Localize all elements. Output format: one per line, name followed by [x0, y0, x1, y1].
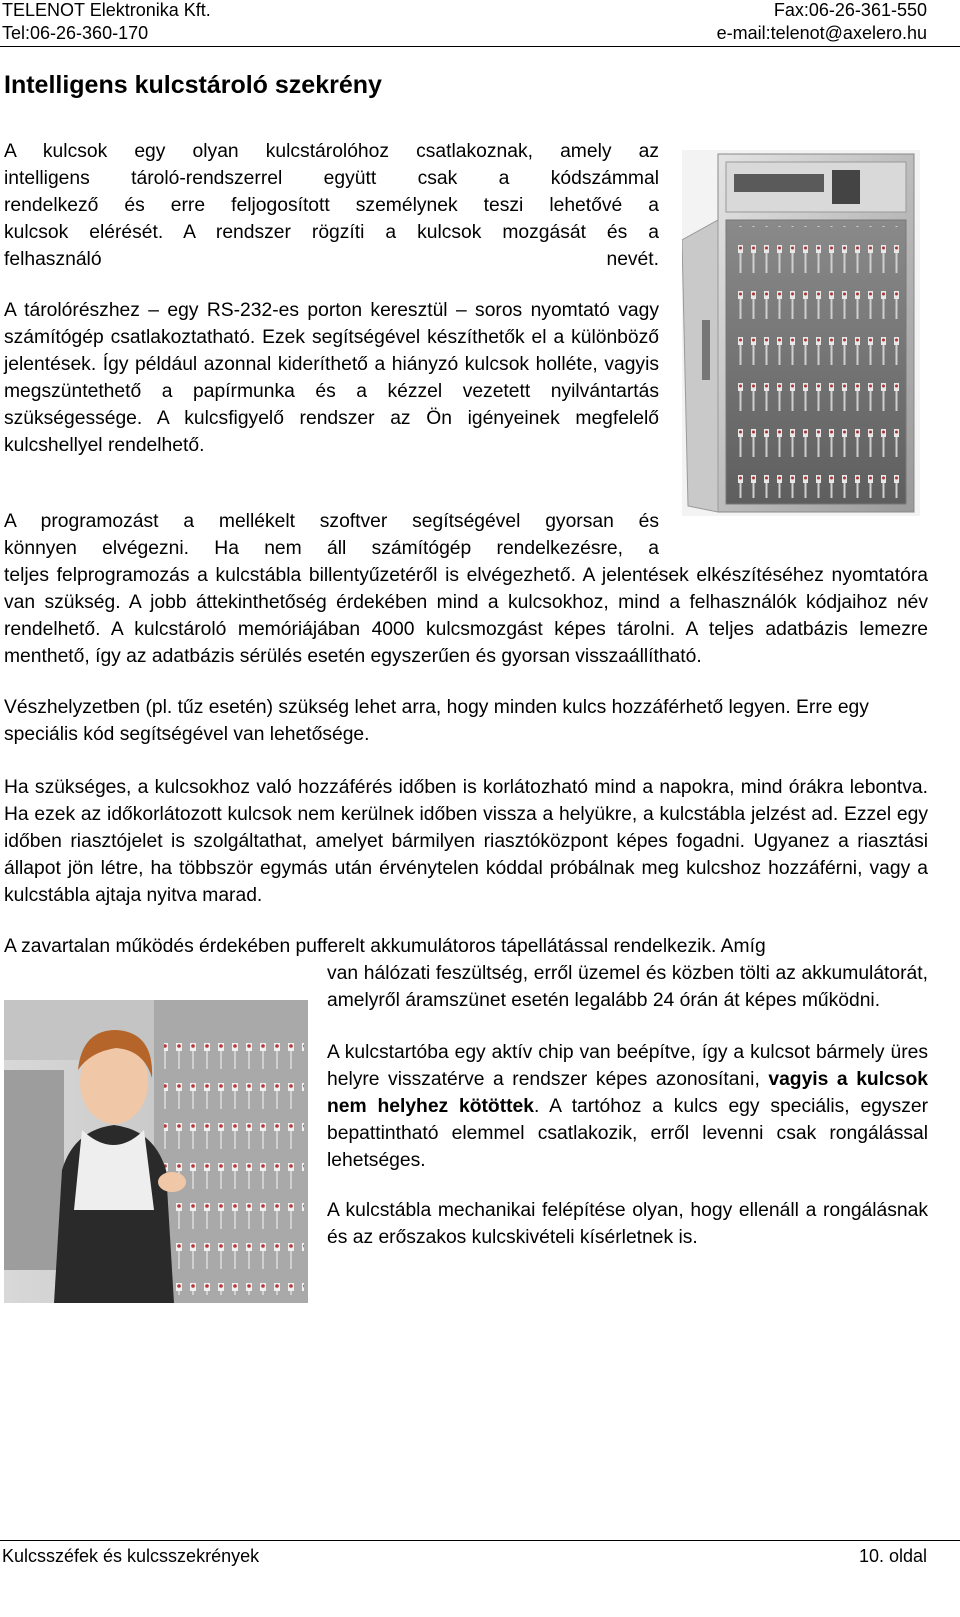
battery-line: A zavartalan működés érdekében pufferelt akkumulátoros tápellátással rendelkezik. Amíg: [4, 936, 766, 957]
header-rule: [0, 46, 960, 47]
chip-bold: vagyis a kulcsok nem helyhez kötöttek: [327, 1069, 928, 1117]
key-cabinet-photo: [682, 150, 920, 516]
emergency-paragraph: Vészhelyzetben (pl. tűz esetén) szükség lehet arra, hogy minden kulcs hozzáférhető legyen. Erre egy speciális kód segítségével van lehetősége.: [4, 697, 869, 745]
intro-line: rendelkező és erre feljogosított személynek teszi lehetővé a: [4, 195, 659, 216]
programming-line: könnyen elvégezni. Ha nem áll számítógép rendelkezésre, a: [4, 538, 659, 559]
programming-line: A programozást a mellékelt szoftver segítségével gyorsan és: [4, 511, 659, 532]
chip-text-1: A kulcstartóba egy aktív chip van beépítve, így a kulcsot bármely üres helyre visszatérve a rendszer képes azonosítani,: [327, 1042, 928, 1090]
page-number: 10. oldal: [858, 1546, 927, 1566]
page-title: Intelligens kulcstároló szekrény: [4, 71, 382, 99]
company-name: TELENOT Elektronika Kft.: [2, 0, 211, 20]
footer-title: Kulcsszéfek és kulcsszekrények: [2, 1546, 260, 1566]
footer-rule: [0, 1540, 960, 1541]
mechanics-paragraph: A kulcstábla mechanikai felépítése olyan, hogy ellenáll a rongálásnak és az erőszakos kulcskivételi kísérletnek is.: [327, 1200, 928, 1248]
chip-text-2: . A tartóhoz a kulcs egy speciális, egyszer bepattintható elemmel csatlakozik, erről levenni csak rongálással lehetséges.: [327, 1096, 928, 1171]
intro-last-line: [4, 246, 659, 273]
timing-paragraph: Ha szükséges, a kulcsokhoz való hozzáférés időben is korlátozható mind a napokra, mind órákra lebontva. Ha ezek az időkorlátozott kulcsok nem kerülnek időben vissza a helyükre, a kulcstábla jelzést ad. Ezzel egy időben riasztójelet is szolgáltathat, amelyet bármilyen riasztóközpont képes fogadni. Ugyanez a riasztási állapot jön létre, ha többször egymás után érvénytelen kóddal próbálnak meg kulcshoz hozzáférni, vagy a kulcstábla ajtaja nyitva marad.: [4, 777, 928, 906]
programming-paragraph: teljes felprogramozás a kulcstábla billentyűzetéről is elvégezhető. A jelentések elkészítéséhez nyomtatóra van szükség. A jobb áttekinthetőség érdekében mind a kulcsokhoz, mind a felhasználók kódjaihoz név rendelhető. A kulcstároló memóriájában 4000 kulcsmozgást képes tárolni. A teljes adatbázis lemezre menthető, így az adatbázis sérülés esetén egyszerűen és gyorsan visszaállítható.: [4, 565, 928, 667]
intro-line: kulcsok elérését. A rendszer rögzíti a kulcsok mozgását és a: [4, 222, 659, 243]
intro-paragraph-1: [4, 138, 659, 273]
intro-paragraph-2: A tárolórészhez – egy RS-232-es porton keresztül – soros nyomtató vagy számítógép csatlakoztatható. Ezek segítségével készíthetők el a különböző jelentések. Így például azonnal kideríthető a hiányzó kulcsok holléte, vagyis megszüntethető a papírmunka és a kézzel vezetett nyilvántartás szükségessége. A kulcsfigyelő rendszer az Ön igényeinek megfelelő kulcshellyel rendelhető.: [4, 300, 659, 456]
intro-line: A kulcsok egy olyan kulcstárolóhoz csatlakoznak, amely az: [4, 141, 659, 162]
woman-with-cabinet-photo: [4, 1000, 308, 1303]
battery-paragraph: van hálózati feszültség, erről üzemel és közben tölti az akkumulátorát, amelyről áramszünet esetén legalább 24 órán át képes működni.: [327, 963, 928, 1011]
fax-number: Fax:06-26-361-550: [773, 0, 927, 20]
intro-line: intelligens tároló-rendszerrel együtt csak a kódszámmal: [4, 168, 659, 189]
intro-last-right: nevét.: [606, 249, 659, 270]
programming-narrow: [4, 508, 659, 562]
email-address: e-mail:telenot@axelero.hu: [716, 23, 927, 43]
chip-paragraph: [327, 1039, 928, 1174]
intro-last-left: felhasználó: [4, 249, 102, 270]
phone-number: Tel:06-26-360-170: [2, 23, 149, 43]
